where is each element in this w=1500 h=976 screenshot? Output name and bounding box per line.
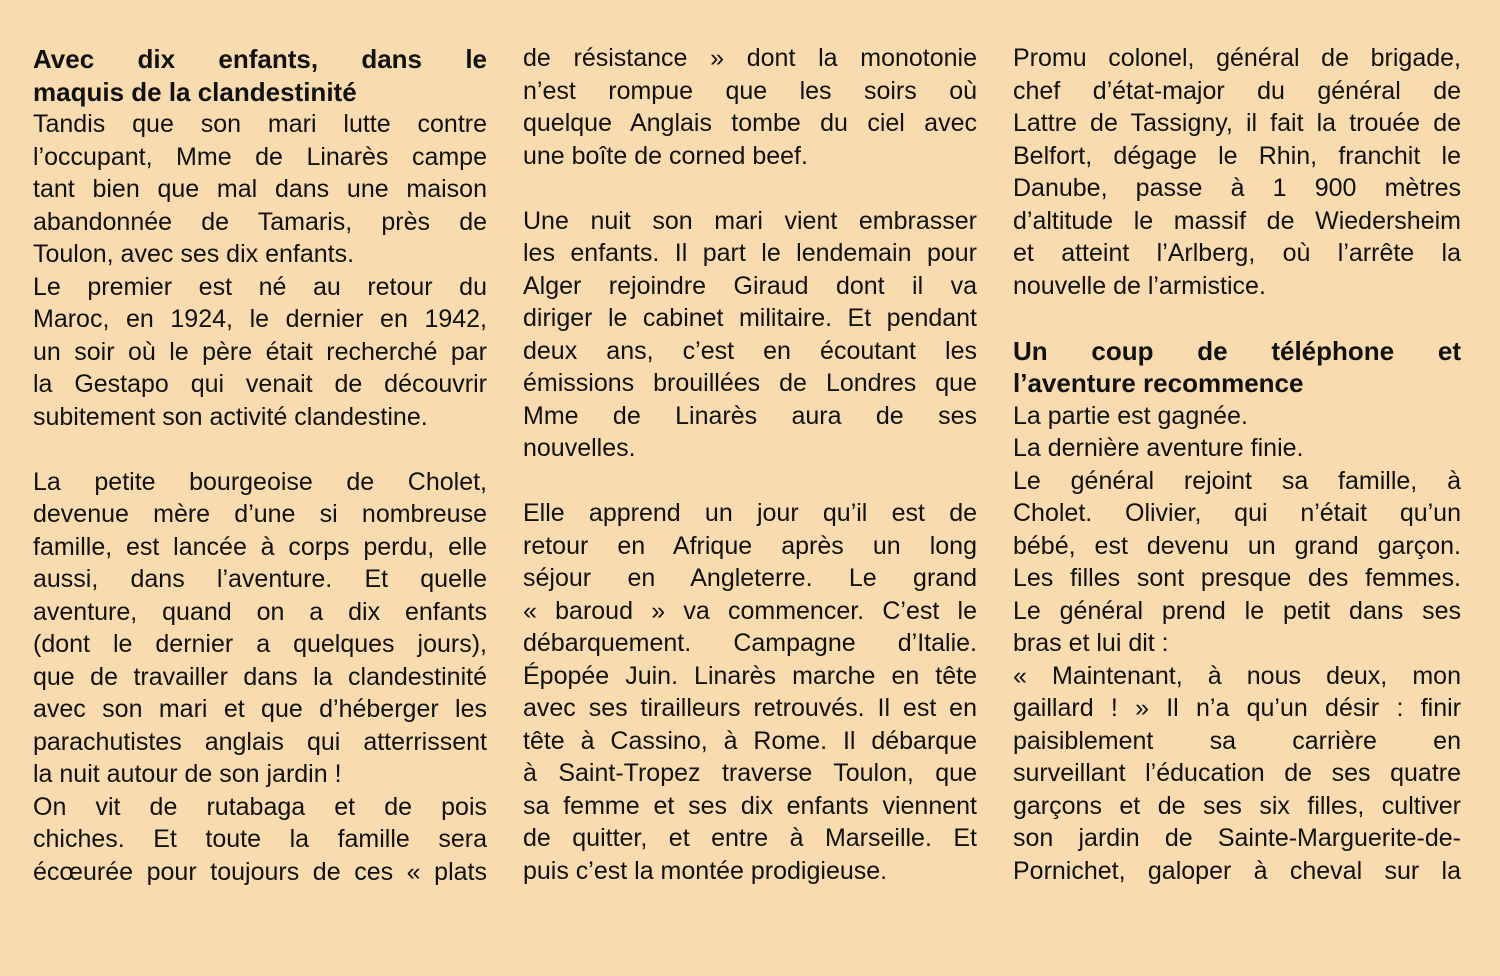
text-line: aventure, quand on a dix enfants [33,597,487,626]
text-line: (dont le dernier a quelques jours), [33,630,487,658]
paragraph [33,271,487,434]
text-line: écœurée pour toujours de ces « plats [33,857,487,886]
text-line: aussi, dans l’aventure. Et quelle [33,565,487,593]
text-line: chef d’état-major du général de [1013,76,1461,105]
text-line: abandonnée de Tamaris, près de [33,207,487,236]
paragraph [33,108,487,271]
text-line: Tandis que son mari lutte contre [33,110,487,138]
text-line: Le général prend le petit dans ses [1013,596,1461,625]
column-1 [33,42,487,888]
text-line: un soir où le père était recherché par [33,337,487,366]
text-line: les enfants. Il part le lendemain pour [523,239,977,267]
text-line: Un coup de téléphone et [1013,335,1461,366]
text-line: son jardin de Sainte-Marguerite-de- [1013,824,1461,852]
text-line: Pornichet, galoper à cheval sur la [1013,856,1461,885]
text-line: Le premier est né au retour du [33,272,487,301]
text-line: n’est rompue que les soirs où [523,76,977,105]
text-line: Belfort, dégage le Rhin, franchit le [1013,141,1461,170]
paragraph-spacer [523,465,977,498]
text-line: la Gestapo qui venait de découvrir [33,370,487,398]
text-line: Épopée Juin. Linarès marche en tête [523,661,977,690]
text-line: Maroc, en 1924, le dernier en 1942, [33,305,487,333]
column-2 [523,42,977,887]
text-line: On vit de rutabaga et de pois [33,792,487,821]
text-line: sa femme et ses dix enfants viennent [523,791,977,820]
text-line: Une nuit son mari vient embrasser [523,206,977,235]
text-line: paisiblement sa carrière en [1013,726,1461,755]
text-line: la nuit autour de son jardin ! [33,760,342,788]
paragraph [523,497,977,887]
text-line: Promu colonel, général de brigade, [1013,44,1461,72]
text-line: « baroud » va commencer. C’est le [523,596,977,625]
text-line: à Saint-Tropez traverse Toulon, que [523,759,977,787]
text-line: et atteint l’Arlberg, où l’arrête la [1013,239,1461,267]
paragraph-spacer [523,172,977,205]
text-line: l’aventure recommence [1013,368,1304,398]
text-line: retour en Afrique après un long [523,531,977,560]
text-line: La petite bourgeoise de Cholet, [33,467,487,496]
text-line: Lattre de Tassigny, il fait la trouée de [1013,109,1461,137]
paragraph [1013,42,1461,302]
text-line: diriger le cabinet militaire. Et pendant [523,304,977,332]
text-line: avec son mari et que d’héberger les [33,695,487,723]
text-line: Cholet. Olivier, qui n’était qu’un [1013,499,1461,527]
text-line: que de travailler dans la clandestinité [33,662,487,691]
text-line: séjour en Angleterre. Le grand [523,564,977,592]
section-heading [1013,335,1461,400]
text-line: Alger rejoindre Giraud dont il va [523,271,977,300]
text-line: Les filles sont presque des femmes. [1013,564,1461,592]
paragraph [33,791,487,889]
text-line: Elle apprend un jour qu’il est de [523,499,977,527]
paragraph-spacer [1013,302,1461,335]
text-line: quelque Anglais tombe du ciel avec [523,109,977,137]
text-line: maquis de la clandestinité [33,76,357,107]
paragraph-spacer [33,433,487,466]
text-line: surveillant l’éducation de ses quatre [1013,759,1461,787]
section-heading [33,43,487,108]
text-line: de quitter, et entre à Marseille. Et [523,824,977,852]
text-line: tant bien que mal dans une maison [33,175,487,203]
text-line: garçons et de ses six filles, cultiver [1013,791,1461,820]
paragraph [523,205,977,465]
text-line: Avec dix enfants, dans le [33,44,487,74]
text-line: Danube, passe à 1 900 mètres [1013,174,1461,202]
text-line: tête à Cassino, à Rome. Il débarque [523,726,977,755]
text-line: devenue mère d’une si nombreuse [33,500,487,528]
text-line: bras et lui dit : [1013,629,1169,657]
text-line: Toulon, avec ses dix enfants. [33,240,355,268]
text-line: puis c’est la montée prodigieuse. [523,856,888,885]
text-line: subitement son activité clandestine. [33,402,428,431]
text-line: « Maintenant, à nous deux, mon [1013,661,1461,690]
text-line: bébé, est devenu un grand garçon. [1013,531,1461,560]
paragraph [1013,400,1461,433]
text-line: une boîte de corned beef. [523,141,808,170]
paragraph [33,466,487,791]
text-line: La dernière aventure finie. [1013,434,1304,462]
text-line: nouvelle de l’armistice. [1013,271,1266,300]
text-line: débarquement. Campagne d’Italie. [523,629,977,657]
text-line: de résistance » dont la monotonie [523,44,977,72]
text-line: Mme de Linarès aura de ses [523,401,977,430]
text-line: gaillard ! » Il n’a qu’un désir : finir [1013,694,1461,722]
text-line: deux ans, c’est en écoutant les [523,336,977,365]
paragraph [1013,465,1461,660]
paragraph [523,42,977,172]
text-line: l’occupant, Mme de Linarès campe [33,142,487,171]
text-line: La partie est gagnée. [1013,401,1248,430]
text-line: parachutistes anglais qui atterrissent [33,727,487,756]
paragraph [1013,660,1461,888]
text-line: émissions brouillées de Londres que [523,369,977,397]
column-3 [1013,42,1461,887]
text-line: d’altitude le massif de Wiedersheim [1013,206,1461,235]
text-line: Le général rejoint sa famille, à [1013,466,1461,495]
text-line: nouvelles. [523,434,636,462]
text-line: chiches. Et toute la famille sera [33,825,487,853]
text-line: avec ses tirailleurs retrouvés. Il est en [523,694,977,722]
text-line: famille, est lancée à corps perdu, elle [33,532,487,561]
paragraph [1013,432,1461,465]
